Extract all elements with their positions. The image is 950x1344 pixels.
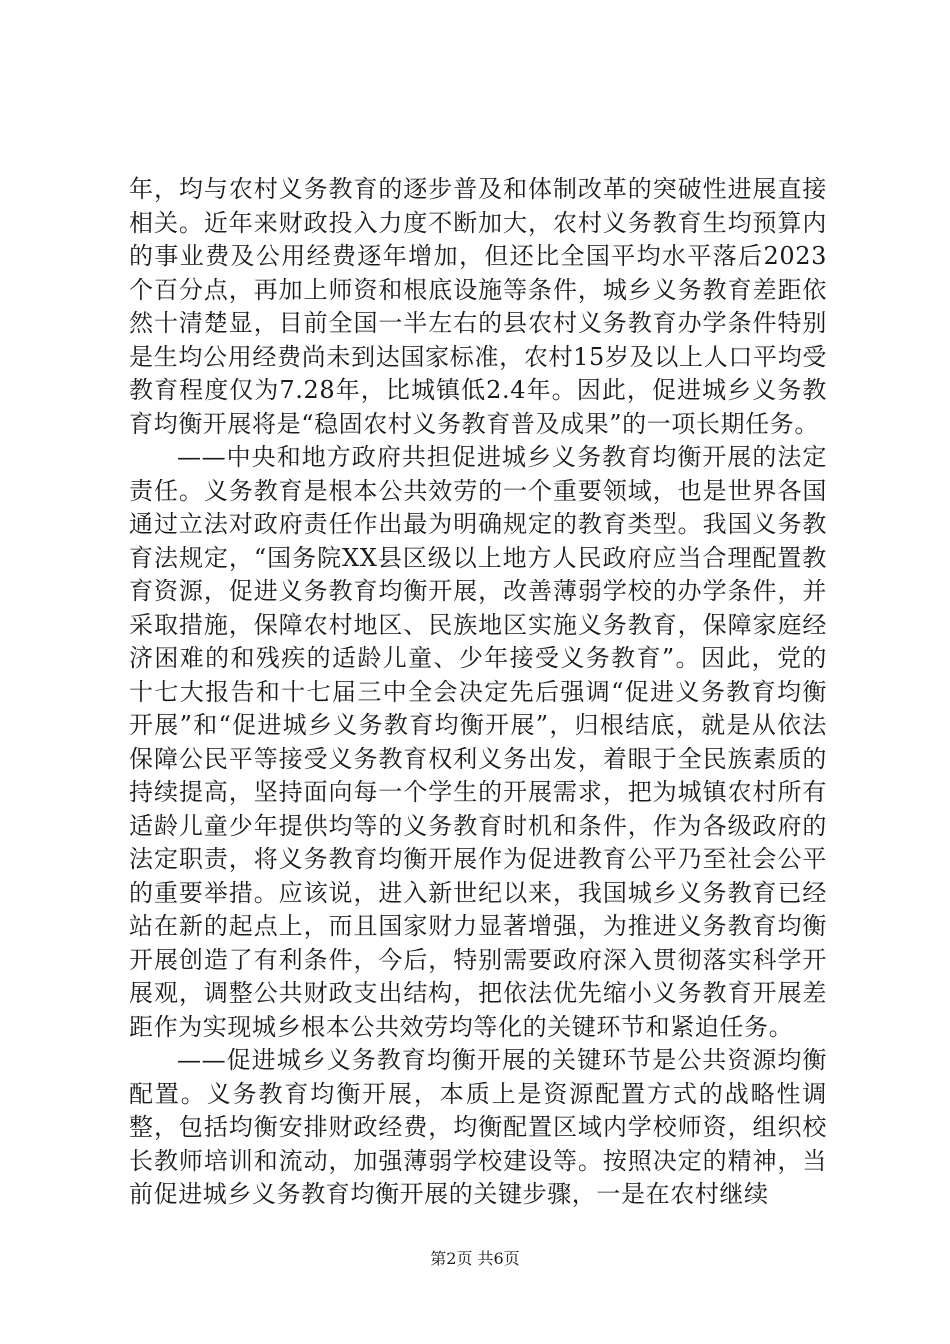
- paragraph-resource-allocation: ——促进城乡义务教育均衡开展的关键环节是公共资源均衡配置。义务教育均衡开展，本质上是资源配置方式的战略性调整，包括均衡安排财政经费，均衡配置区域内学校师资，组织校长教师培训和流动，加强薄弱学校建设等。按照决定的精神，当前促进城乡义务教育均衡开展的关键步骤，一是在农村继续: [129, 1046, 827, 1208]
- paragraph-continuation: 年，均与农村义务教育的逐步普及和体制改革的突破性进展直接相关。近年来财政投入力度不断加大，农村义务教育生均预算内的事业费及公用经费逐年增加，但还比全国平均水平落后2023个百分点，再加上师资和根底设施等条件，城乡义务教育差距依然十清楚显，目前全国一半左右的县农村义务教育办学条件特别是生均公用经费尚未到达国家标准，农村15岁及以上人口平均受教育程度仅为7.28年，比城镇低2.4年。因此，促进城乡义务教育均衡开展将是“稳固农村义务教育普及成果”的一项长期任务。: [129, 175, 827, 438]
- paragraph-legal-responsibility: ——中央和地方政府共担促进城乡义务教育均衡开展的法定责任。义务教育是根本公共效劳的一个重要领域，也是世界各国通过立法对政府责任作出最为明确规定的教育类型。我国义务教育法规定，“国务院XX县区级以上地方人民政府应当合理配置教育资源，促进义务教育均衡开展，改善薄弱学校的办学条件，并采取措施，保障农村地区、民族地区实施义务教育，保障家庭经济困难的和残疾的适龄儿童、少年接受义务教育”。因此，党的十七大报告和十七届三中全会决定先后强调“促进义务教育均衡开展”和“促进城乡义务教育均衡开展”，归根结底，就是从依法保障公民平等接受义务教育权利义务出发，着眼于全民族素质的持续提高，坚持面向每一个学生的开展需求，把为城镇农村所有适龄儿童少年提供均等的义务教育时机和条件，作为各级政府的法定职责，将义务教育均衡开展作为促进教育公平乃至社会公平的重要举措。应该说，进入新世纪以来，我国城乡义务教育已经站在新的起点上，而且国家财力显著增强，为推进义务教育均衡开展创造了有利条件，今后，特别需要政府深入贯彻落实科学开展观，调整公共财政支出结构，把依法优先缩小义务教育开展差距作为实现城乡根本公共效劳均等化的关键环节和紧迫任务。: [129, 443, 827, 1041]
- page-footer: 第2页 共6页: [430, 1249, 520, 1268]
- document-body: [129, 173, 827, 1212]
